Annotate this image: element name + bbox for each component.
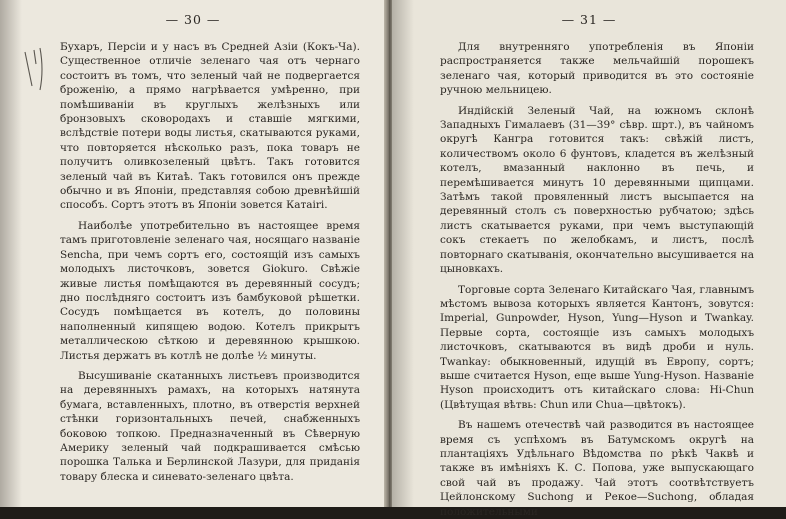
page-number-left: — 30 —	[165, 12, 221, 27]
right-page-text	[440, 40, 754, 519]
page-number-right: — 31 —	[561, 12, 617, 27]
paragraph: Наиболѣе употребительно въ настоящее время тамъ приготовленіе зеленаго чая, носящаго названіе Senchа, при чемъ сортъ его, состоящій изъ самыхъ молодыхъ листочковъ, зовется Giokuro. Свѣжіе живые листья помѣщаются въ деревянный сосудъ; дно послѣдняго состоитъ изъ бамбуковой рѣшетки. Сосудъ помѣщается въ котелъ, до половины наполненный кипящею водою. Котелъ прикрытъ металлическою сѣткою и деревянною крышкою. Листья держатъ въ котлѣ не долѣе ½ минуты.	[60, 219, 360, 362]
pencil-margin-mark	[22, 46, 52, 94]
paragraph: Въ нашемъ отечествѣ чай разводится въ настоящее время съ успѣхомъ въ Батумскомъ округѣ на плантаціяхъ Удѣльнаго Вѣдомства по рѣкѣ Чаквѣ и также въ имѣніяхъ К. С. Попова, уже выпускающаго свой чай въ продажу. Чай этотъ соотвѣтствуетъ Цейлонскому Suchong и Рекое—Suchong, обладая положительными	[440, 419, 754, 518]
paragraph: Высушиваніе скатанныхъ листьевъ производится на деревянныхъ рамахъ, на которыхъ натянута бумага, вставленныхъ, плотно, въ отверстія верхней стѣнки горизонтальныхъ печей, снабженныхъ боковою топкою. Предназначенный въ Сѣверную Америку зеленый чай подкрашивается смѣсью порошка Талька и Берлинской Лазури, для приданія товару блеска и синевато-зеленаго цвѣта.	[60, 369, 360, 483]
right-page-edge-shadow	[392, 0, 414, 507]
paragraph: Бухаръ, Персіи и у насъ въ Средней Азіи (Кокъ-Чa). Существенное отличіе зеленаго чая отъ чернаго состоитъ въ томъ, что зеленый чай не подвергается броженію, а прямо нагрѣвается умѣренно, при помѣшиваніи въ круглыхъ желѣзныхъ или бронзовыхъ сковородахъ и ставшіе мягкими, вслѣдствіе потери воды листья, скатываются руками, что повторяется нѣсколько разъ, пока товаръ не получитъ оливкозеленый цвѣтъ. Такъ готовится зеленый чай въ Китаѣ. Такъ готовился онъ прежде обычно и въ Японіи, представляя собою древнѣйшій способъ. Сортъ этотъ въ Японіи зовется Катаіri.	[60, 41, 360, 212]
paragraph: Торговые сорта Зеленаго Китайскаго Чая, главнымъ мѣстомъ вывоза которыхъ является Кантонъ, зовутся: Imperial, Gunpowder, Hyson, Yung—Hyson и Twankay. Первые сорта, состоящіе изъ самыхъ молодыхъ листочковъ, скатываются въ видѣ дроби и нуль. Twankay: обыкновенный, идущій въ Европу, сортъ; выше считается Hyson, еще выше Yung-Hyson. Названіе Hyson происходитъ отъ китайскаго слова: Hi-Chun (Цвѣтущая вѣтвь: Chun или Chua—цвѣтокъ).	[440, 283, 754, 411]
left-page-edge-shadow	[0, 0, 22, 507]
right-page	[392, 0, 786, 518]
left-page	[0, 0, 386, 507]
paragraph: Индійскій Зеленый Чай, на южномъ склонѣ Западныхъ Гималаевъ (31—39° сѣвр. шрт.), въ чайномъ округѣ Кангра готовится такъ: свѣжій листъ, количествомъ около 6 фунтовъ, кладется въ желѣзный котелъ, вмазанный наклонно въ печь, и перемѣшивается минутъ 10 деревянными щипцами. Затѣмъ такой провяленный листъ высыпается на деревянный столъ съ поверхностью рубчатою; здѣсь листъ скатывается руками, при чемъ выступающій сокъ стекаетъ по желобкамъ, и листъ, послѣ повторнаго скатыванія, окончательно высушивается на цыновкахъ.	[440, 104, 754, 276]
paragraph: Для внутренняго употребленія въ Японіи распространяется также мельчайшій порошекъ зеленаго чая, который приводится въ это состояніе ручною мельницею.	[440, 41, 754, 97]
left-page-text	[60, 40, 360, 484]
